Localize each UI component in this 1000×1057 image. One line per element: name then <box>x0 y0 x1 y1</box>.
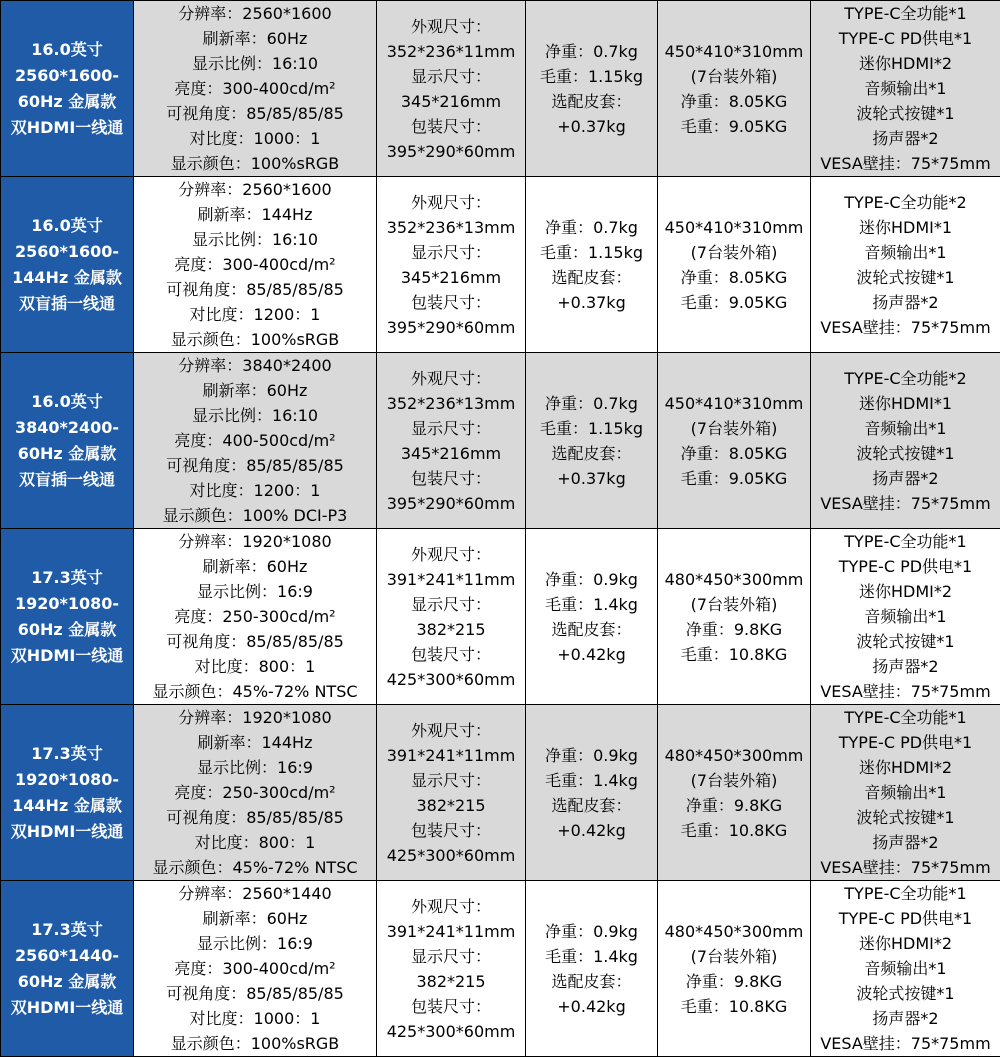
carton-cell: 480*450*300mm (7台装外箱) 净重：9.8KG 毛重：10.8KG <box>658 529 811 705</box>
table-row <box>1 529 1000 705</box>
dimensions-cell: 外观尺寸： 391*241*11mm 显示尺寸： 382*215 包装尺寸： 425*300*60mm <box>377 881 526 1057</box>
carton-cell: 450*410*310mm (7台装外箱) 净重：8.05KG 毛重：9.05KG <box>658 1 811 177</box>
display-spec-cell: 分辨率：1920*1080 刷新率：144Hz 显示比例：16:9 亮度：250-300cd/m² 可视角度：85/85/85/85 对比度：800：1 显示颜色：45%-72% NTSC <box>134 705 377 881</box>
table-row <box>1 705 1000 881</box>
model-cell: 17.3英寸 2560*1440- 60Hz 金属款 双HDMI一线通 <box>1 881 134 1057</box>
dimensions-cell: 外观尺寸： 391*241*11mm 显示尺寸： 382*215 包装尺寸： 425*300*60mm <box>377 705 526 881</box>
display-spec-cell: 分辨率：2560*1600 刷新率：60Hz 显示比例：16:10 亮度：300-400cd/m² 可视角度：85/85/85/85 对比度：1000：1 显示颜色：100%sRGB <box>134 1 377 177</box>
dimensions-cell: 外观尺寸： 352*236*11mm 显示尺寸： 345*216mm 包装尺寸： 395*290*60mm <box>377 1 526 177</box>
weight-cell: 净重：0.9kg 毛重：1.4kg 选配皮套： +0.42kg <box>526 705 658 881</box>
table-row <box>1 1 1000 177</box>
ports-cell: TYPE-C全功能*1 TYPE-C PD供电*1 迷你HDMI*2 音频输出*1 波轮式按键*1 扬声器*2 VESA壁挂：75*75mm <box>811 1 1000 177</box>
carton-cell: 450*410*310mm (7台装外箱) 净重：8.05KG 毛重：9.05KG <box>658 177 811 353</box>
display-spec-cell: 分辨率：2560*1600 刷新率：144Hz 显示比例：16:10 亮度：300-400cd/m² 可视角度：85/85/85/85 对比度：1200：1 显示颜色：100%sRGB <box>134 177 377 353</box>
ports-cell: TYPE-C全功能*2 迷你HDMI*1 音频输出*1 波轮式按键*1 扬声器*2 VESA壁挂：75*75mm <box>811 353 1000 529</box>
dimensions-cell: 外观尺寸： 352*236*13mm 显示尺寸： 345*216mm 包装尺寸： 395*290*60mm <box>377 177 526 353</box>
weight-cell: 净重：0.7kg 毛重：1.15kg 选配皮套： +0.37kg <box>526 177 658 353</box>
weight-cell: 净重：0.7kg 毛重：1.15kg 选配皮套： +0.37kg <box>526 1 658 177</box>
display-spec-cell: 分辨率：2560*1440 刷新率：60Hz 显示比例：16:9 亮度：300-400cd/m² 可视角度：85/85/85/85 对比度：1000：1 显示颜色：100%sRGB <box>134 881 377 1057</box>
ports-cell: TYPE-C全功能*1 TYPE-C PD供电*1 迷你HDMI*2 音频输出*1 波轮式按键*1 扬声器*2 VESA壁挂：75*75mm <box>811 529 1000 705</box>
dimensions-cell: 外观尺寸： 391*241*11mm 显示尺寸： 382*215 包装尺寸： 425*300*60mm <box>377 529 526 705</box>
ports-cell: TYPE-C全功能*1 TYPE-C PD供电*1 迷你HDMI*2 音频输出*1 波轮式按键*1 扬声器*2 VESA壁挂：75*75mm <box>811 881 1000 1057</box>
weight-cell: 净重：0.7kg 毛重：1.15kg 选配皮套： +0.37kg <box>526 353 658 529</box>
carton-cell: 480*450*300mm (7台装外箱) 净重：9.8KG 毛重：10.8KG <box>658 705 811 881</box>
table-row <box>1 353 1000 529</box>
ports-cell: TYPE-C全功能*1 TYPE-C PD供电*1 迷你HDMI*2 音频输出*1 波轮式按键*1 扬声器*2 VESA壁挂：75*75mm <box>811 705 1000 881</box>
dimensions-cell: 外观尺寸： 352*236*13mm 显示尺寸： 345*216mm 包装尺寸： 395*290*60mm <box>377 353 526 529</box>
model-cell: 16.0英寸 2560*1600- 144Hz 金属款 双盲插一线通 <box>1 177 134 353</box>
display-spec-cell: 分辨率：1920*1080 刷新率：60Hz 显示比例：16:9 亮度：250-300cd/m² 可视角度：85/85/85/85 对比度：800：1 显示颜色：45%-72% NTSC <box>134 529 377 705</box>
weight-cell: 净重：0.9kg 毛重：1.4kg 选配皮套： +0.42kg <box>526 529 658 705</box>
model-cell: 16.0英寸 3840*2400- 60Hz 金属款 双盲插一线通 <box>1 353 134 529</box>
model-cell: 17.3英寸 1920*1080- 144Hz 金属款 双HDMI一线通 <box>1 705 134 881</box>
model-cell: 17.3英寸 1920*1080- 60Hz 金属款 双HDMI一线通 <box>1 529 134 705</box>
table-row <box>1 177 1000 353</box>
display-spec-cell: 分辨率：3840*2400 刷新率：60Hz 显示比例：16:10 亮度：400-500cd/m² 可视角度：85/85/85/85 对比度：1200：1 显示颜色：100% DCI-P3 <box>134 353 377 529</box>
model-cell: 16.0英寸 2560*1600- 60Hz 金属款 双HDMI一线通 <box>1 1 134 177</box>
table-row <box>1 881 1000 1057</box>
weight-cell: 净重：0.9kg 毛重：1.4kg 选配皮套： +0.42kg <box>526 881 658 1057</box>
ports-cell: TYPE-C全功能*2 迷你HDMI*1 音频输出*1 波轮式按键*1 扬声器*2 VESA壁挂：75*75mm <box>811 177 1000 353</box>
carton-cell: 480*450*300mm (7台装外箱) 净重：9.8KG 毛重：10.8KG <box>658 881 811 1057</box>
carton-cell: 450*410*310mm (7台装外箱) 净重：8.05KG 毛重：9.05KG <box>658 353 811 529</box>
